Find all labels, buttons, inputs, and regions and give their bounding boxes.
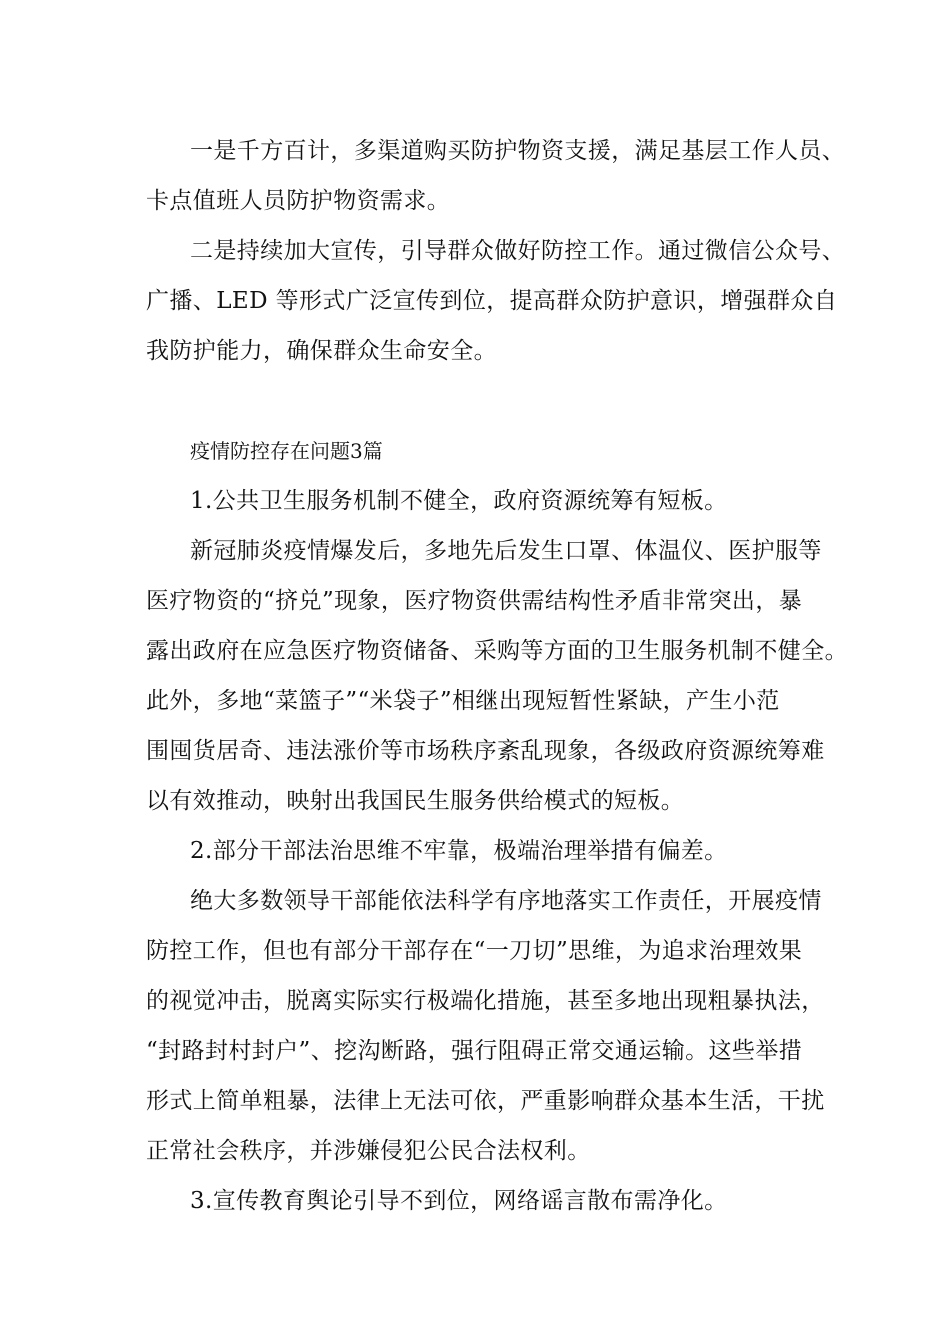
paragraph-line: 此外，多地“菜篮子”“米袋子”相继出现短暂性紧缺，产生小范 <box>146 688 780 714</box>
paragraph-line: 围囤货居奇、违法涨价等市场秩序紊乱现象，各级政府资源统筹难 <box>146 738 825 764</box>
paragraph-line: 以有效推动，映射出我国民生服务供给模式的短板。 <box>146 788 685 814</box>
paragraph-line: 二是持续加大宣传，引导群众做好防控工作。通过微信公众号、 <box>190 238 846 264</box>
paragraph-line: 一是千方百计，多渠道购买防护物资支援，满足基层工作人员、 <box>190 138 846 164</box>
paragraph-line: 卡点值班人员防护物资需求。 <box>146 188 451 214</box>
paragraph-line: “封路封村封户”、挖沟断路，强行阻碍正常交通运输。这些举措 <box>146 1038 803 1064</box>
paragraph-line: 新冠肺炎疫情爆发后，多地先后发生口罩、体温仪、医护服等 <box>190 538 822 564</box>
paragraph-line: 形式上简单粗暴，法律上无法可依，严重影响群众基本生活，干扰 <box>146 1088 825 1114</box>
paragraph-line: 我防护能力，确保群众生命安全。 <box>146 338 497 364</box>
section-title: 疫情防控存在问题3篇 <box>190 439 383 463</box>
section-heading-1: 1.公共卫生服务机制不健全，政府资源统筹有短板。 <box>190 488 728 514</box>
paragraph-line: 的视觉冲击，脱离实际实行极端化措施，甚至多地出现粗暴执法， <box>146 988 825 1014</box>
paragraph-line: 正常社会秩序，并涉嫌侵犯公民合法权利。 <box>146 1138 591 1164</box>
section-heading-2: 2.部分干部法治思维不牢靠，极端治理举措有偏差。 <box>190 838 728 864</box>
section-heading-3: 3.宣传教育舆论引导不到位，网络谣言散布需净化。 <box>190 1188 728 1214</box>
paragraph-line: 露出政府在应急医疗物资储备、采购等方面的卫生服务机制不健全。 <box>146 638 848 664</box>
paragraph-line: 绝大多数领导干部能依法科学有序地落实工作责任，开展疫情 <box>190 888 822 914</box>
paragraph-line: 防控工作，但也有部分干部存在“一刀切”思维，为追求治理效果 <box>146 938 803 964</box>
paragraph-line: 医疗物资的“挤兑”现象，医疗物资供需结构性矛盾非常突出，暴 <box>146 588 803 614</box>
paragraph-line: 广播、LED 等形式广泛宣传到位，提高群众防护意识，增强群众自 <box>146 288 838 314</box>
